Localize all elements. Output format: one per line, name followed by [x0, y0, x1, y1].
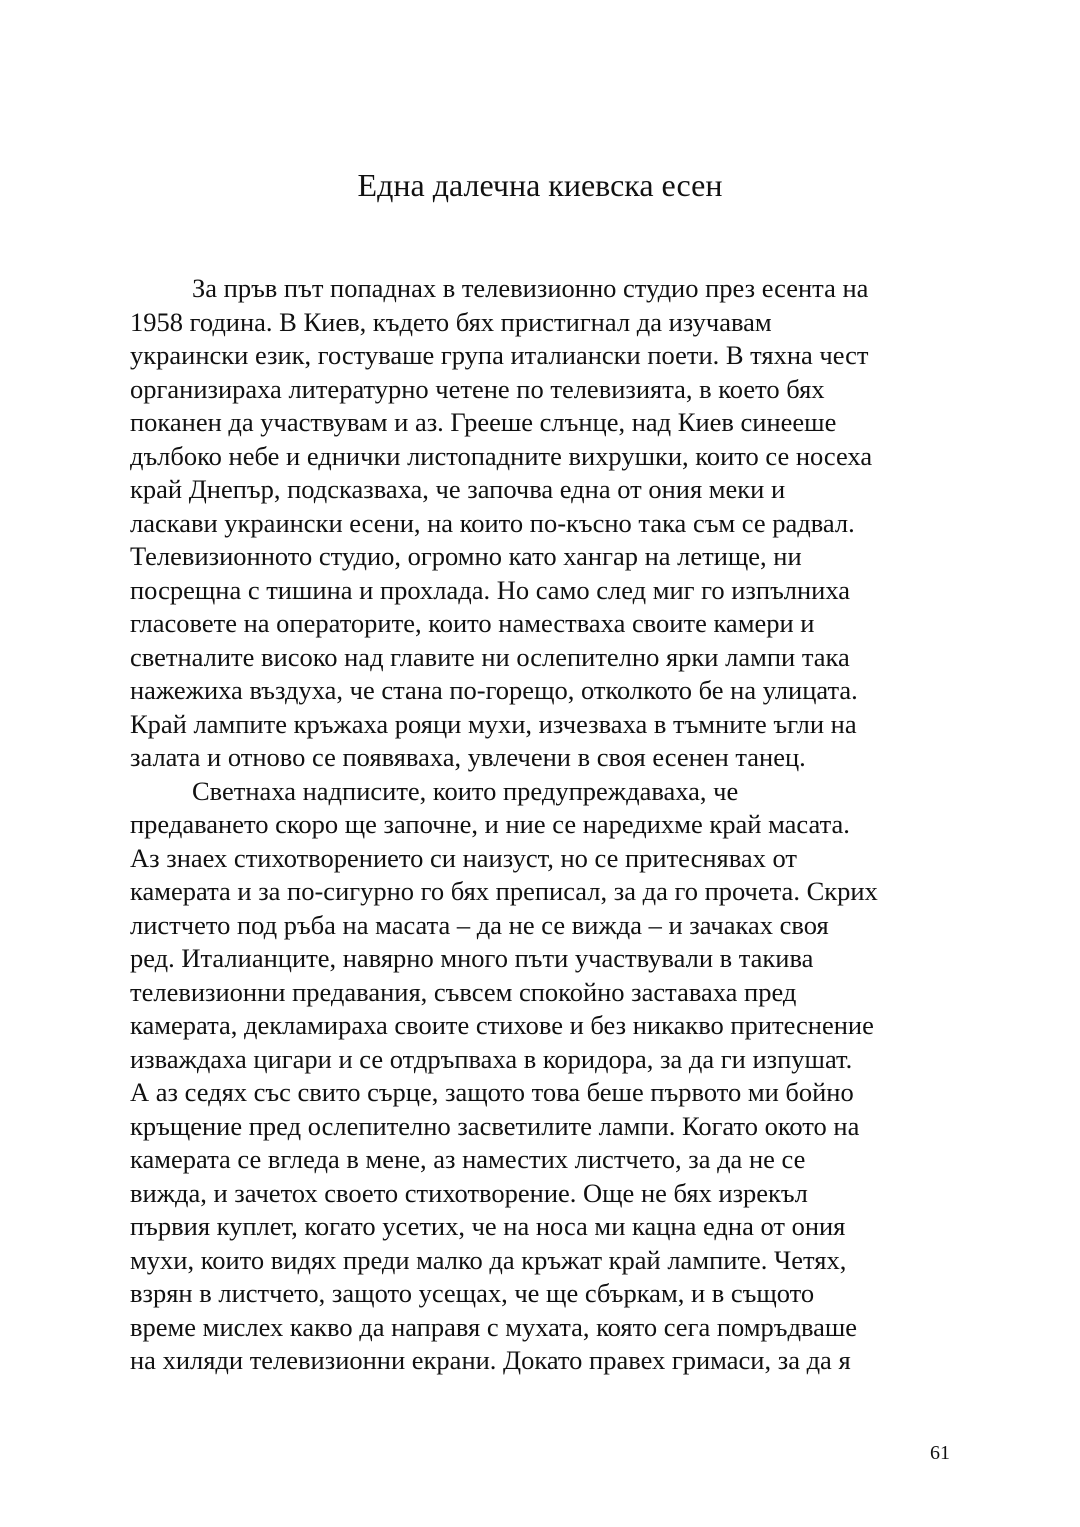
- text-line: залата и отново се появяваха, увлечени в своя есенен танец.: [130, 742, 806, 772]
- chapter-title: Една далечна киевска есен: [357, 167, 723, 203]
- text-line: посрещна с тишина и прохлада. Но само след миг го изпълниха: [130, 574, 851, 605]
- text-line: светналите високо над главите ни ослепително ярки лампи така: [130, 641, 850, 672]
- text-line: Светнаха надписите, които предупреждаваха, че: [192, 775, 739, 806]
- text-line: А аз седях със свито сърце, защото това беше първото ми бойно: [130, 1077, 854, 1107]
- page-number: 61: [930, 1442, 950, 1464]
- text-line: вижда, и зачетох своето стихотворение. Още не бях изрекъл: [130, 1177, 808, 1208]
- text-line: дълбоко небе и еднички листопадните вихрушки, които се носеха: [130, 440, 873, 471]
- text-line: камерата, декламираха своите стихове и без никакво притеснение: [130, 1010, 874, 1040]
- text-line: камерата и за по-сигурно го бях преписал, за да го прочета. Скрих: [130, 876, 878, 906]
- text-line: гласовете на операторите, които наместваха своите камери и: [130, 608, 815, 638]
- text-line: Край лампите кръжаха рояци мухи, изчезваха в тъмните ъгли на: [130, 708, 857, 739]
- text-line: поканен да участвувам и аз. Грееше слънце, над Киев синееше: [130, 407, 837, 437]
- text-line: кръщение пред ослепително засветилите лампи. Когато окото на: [130, 1110, 860, 1141]
- text-line: мухи, които видях преди малко да кръжат край лампите. Четях,: [130, 1244, 847, 1275]
- text-line: нажежиха въздуха, че стана по-горещо, отколкото бе на улицата.: [130, 675, 858, 705]
- text-line: телевизионни предавания, съвсем спокойно заставаха пред: [130, 976, 797, 1007]
- text-line: камерата се вгледа в мене, аз наместих листчето, за да не се: [130, 1144, 806, 1174]
- text-line: ласкави украински есени, на които по-късно така съм се радвал.: [130, 507, 855, 538]
- text-line: 1958 година. В Киев, където бях пристигнал да изучавам: [130, 306, 772, 337]
- text-line: на хиляди телевизионни екрани. Докато правех гримаси, за да я: [130, 1345, 851, 1375]
- text-line: предаването скоро ще започне, и ние се наредихме край масата.: [130, 809, 850, 839]
- text-line: първия куплет, когато усетих, че на носа ми кацна една от ония: [130, 1211, 846, 1241]
- paragraph: [130, 272, 950, 775]
- text-line: изваждаха цигари и се отдръпваха в коридора, за да ги изпушат.: [130, 1043, 853, 1074]
- text-line: За пръв път попаднах в телевизионно студио през есента на: [192, 273, 869, 303]
- text-line: време мислех какво да направя с мухата, която сега помръдваше: [130, 1311, 858, 1342]
- text-line: взрян в листчето, защото усещах, че ще сбъркам, и в същото: [130, 1278, 815, 1308]
- text-line: организираха литературно четене по телевизията, в което бях: [130, 373, 825, 404]
- paragraph: [130, 775, 950, 1378]
- text-line: Телевизионното студио, огромно като хангар на летище, ни: [130, 541, 802, 571]
- text-line: ред. Италианците, навярно много пъти участвували в такива: [130, 943, 814, 973]
- text-line: Аз знаех стихотворението си наизуст, но се притеснявах от: [130, 842, 798, 873]
- text-line: украински език, гостуваше група италиански поети. В тяхна чест: [130, 340, 869, 370]
- text-line: край Днепър, подсказваха, че започва една от ония меки и: [130, 474, 786, 504]
- body-text: [130, 272, 950, 1378]
- text-line: листчето под ръба на масата – да не се вижда – и зачаках своя: [130, 909, 829, 940]
